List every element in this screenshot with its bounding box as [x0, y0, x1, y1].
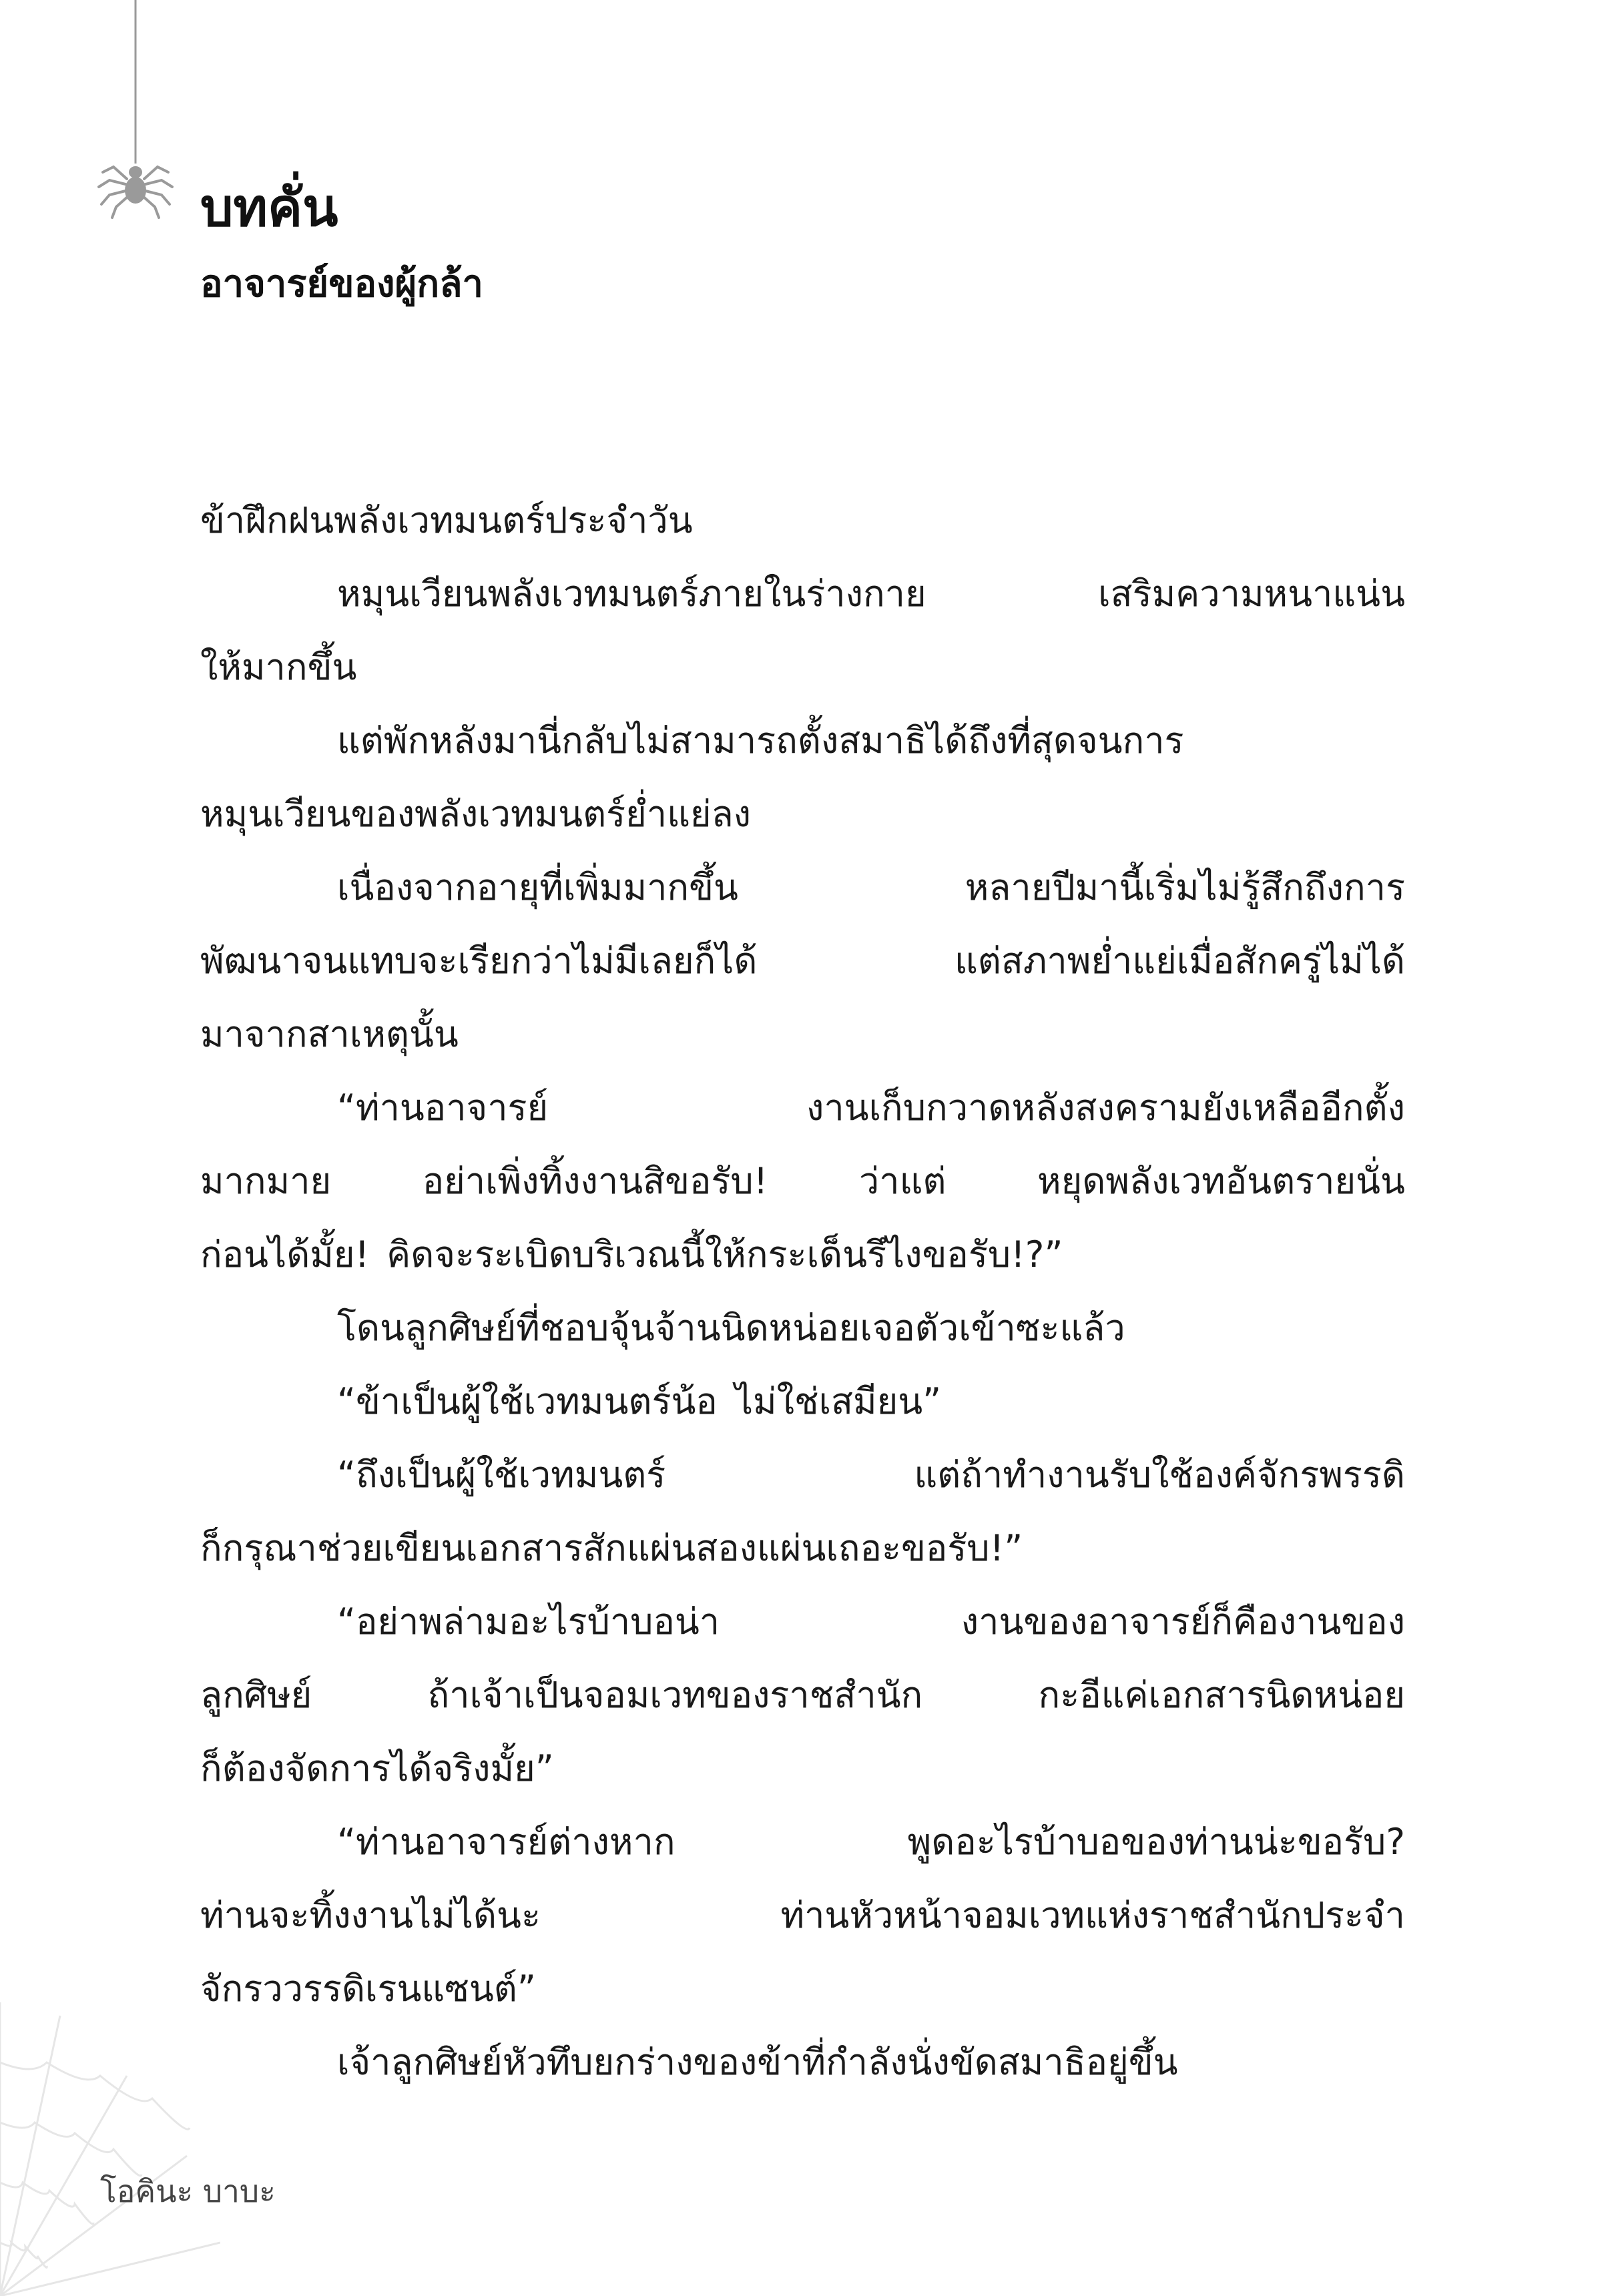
text-segment: “อย่าพล่ามอะไรบ้าบอน่า	[337, 1601, 720, 1643]
text-segment: มากมาย	[200, 1160, 332, 1202]
text-segment: “ท่านอาจารย์ต่างหาก	[337, 1821, 676, 1863]
paragraph	[200, 1438, 1405, 1585]
paragraph	[200, 2026, 1405, 2099]
text-segment: งานเก็บกวาดหลังสงครามยังเหลืออีกตั้ง	[806, 1087, 1405, 1129]
text-segment: ว่าแต่	[858, 1160, 947, 1202]
text-line	[200, 484, 1405, 557]
text-segment: เสริมความหนาแน่น	[1098, 573, 1405, 615]
text-segment: หลายปีมานี้เริ่มไม่รู้สึกถึงการ	[965, 866, 1405, 908]
text-segment: ถ้าเจ้าเป็นจอมเวทของราชสำนัก	[427, 1674, 923, 1716]
text-segment: จักรววรรดิเรนแซนต์”	[200, 1968, 536, 2010]
text-segment: ก็กรุณาช่วยเขียนเอกสารสักแผ่นสองแผ่นเถอะขอรับ!”	[200, 1527, 1023, 1569]
paragraph	[200, 557, 1405, 704]
text-segment: หมุนเวียนพลังเวทมนตร์ภายในร่างกาย	[337, 573, 926, 615]
text-line	[200, 1071, 1405, 1145]
text-line	[200, 778, 1405, 851]
text-line	[200, 1659, 1405, 1732]
text-segment: หมุนเวียนของพลังเวทมนตร์ย่ำแย่ลง	[200, 793, 752, 835]
text-segment: พูดอะไรบ้าบอของท่านน่ะขอรับ?	[907, 1821, 1405, 1863]
text-segment: มาจากสาเหตุนั้น	[200, 1013, 459, 1055]
text-segment: โดนลูกศิษย์ที่ชอบจุ้นจ้านนิดหน่อยเจอตัวเข้าซะแล้ว	[337, 1307, 1125, 1349]
paragraph	[200, 851, 1405, 1071]
text-line	[200, 851, 1405, 924]
footer-author: โอคินะ บาบะ	[100, 2173, 276, 2209]
text-segment: “ข้าเป็นผู้ใช้เวทมนตร์น้อ	[337, 1380, 718, 1422]
text-segment: อย่าเพิ่งทิ้งงานสิขอรับ!	[422, 1160, 768, 1202]
chapter-heading: บทคั่น	[200, 178, 338, 238]
text-line	[200, 1145, 1405, 1218]
paragraph	[200, 1805, 1405, 2026]
text-line	[200, 1512, 1405, 1585]
paragraph	[200, 484, 1405, 557]
text-segment: หยุดพลังเวทอันตรายนั่น	[1037, 1160, 1405, 1202]
text-line	[200, 704, 1405, 778]
paragraph	[200, 1292, 1405, 1365]
text-line	[200, 924, 1405, 998]
text-segment: กะอีแค่เอกสารนิดหน่อย	[1038, 1674, 1405, 1716]
text-segment: งานของอาจารย์ก็คืองานของ	[961, 1601, 1405, 1643]
text-line	[200, 557, 1405, 631]
text-segment: เจ้าลูกศิษย์หัวทึบยกร่างของข้าที่กำลังนั่งขัดสมาธิอยู่ขึ้น	[337, 2041, 1178, 2083]
text-line	[200, 1952, 1405, 2026]
paragraph	[200, 1585, 1405, 1805]
text-segment: แต่ถ้าทำงานรับใช้องค์จักรพรรดิ	[914, 1454, 1405, 1496]
text-line	[200, 631, 1405, 704]
chapter-subtitle: อาจารย์ของผู้กล้า	[200, 262, 483, 306]
text-line	[200, 1292, 1405, 1365]
text-line	[200, 1218, 1405, 1292]
text-segment: ท่านหัวหน้าจอมเวทแห่งราชสำนักประจำ	[780, 1894, 1405, 1936]
text-segment: แต่พักหลังมานี่กลับไม่สามารถตั้งสมาธิได้ถึงที่สุดจนการ	[337, 720, 1184, 762]
text-segment: ก่อนได้มั้ย!	[200, 1233, 370, 1275]
text-line	[200, 1438, 1405, 1512]
text-segment: คิดจะระเบิดบริเวณนี้ให้กระเด็นรึไงขอรับ!?”	[386, 1233, 1063, 1275]
text-segment: พัฒนาจนแทบจะเรียกว่าไม่มีเลยก็ได้	[200, 940, 758, 982]
text-line	[200, 1805, 1405, 1879]
text-segment: ก็ต้องจัดการได้จริงมั้ย”	[200, 1747, 554, 1789]
text-segment: “ท่านอาจารย์	[337, 1087, 549, 1129]
text-segment: เนื่องจากอายุที่เพิ่มมากขึ้น	[337, 866, 738, 908]
paragraph	[200, 1071, 1405, 1292]
text-segment: “ถึงเป็นผู้ใช้เวทมนตร์	[337, 1454, 666, 1496]
text-segment: ข้าฝึกฝนพลังเวทมนตร์ประจำวัน	[200, 499, 693, 541]
body-text	[200, 484, 1405, 2099]
paragraph	[200, 704, 1405, 851]
text-line	[200, 998, 1405, 1071]
paragraph	[200, 1365, 1405, 1438]
text-segment: ให้มากขึ้น	[200, 646, 357, 688]
text-line	[200, 2026, 1405, 2099]
spider-icon	[93, 0, 187, 227]
text-line	[200, 1879, 1405, 1952]
text-line	[200, 1585, 1405, 1659]
text-segment: ท่านจะทิ้งงานไม่ได้นะ	[200, 1894, 541, 1936]
text-segment: ลูกศิษย์	[200, 1674, 312, 1716]
text-line	[200, 1365, 1405, 1438]
text-segment: แต่สภาพย่ำแย่เมื่อสักครู่ไม่ได้	[955, 940, 1405, 982]
text-segment: ไม่ใช่เสมียน”	[734, 1380, 942, 1422]
cobweb-decoration	[0, 2002, 220, 2296]
text-line	[200, 1732, 1405, 1805]
